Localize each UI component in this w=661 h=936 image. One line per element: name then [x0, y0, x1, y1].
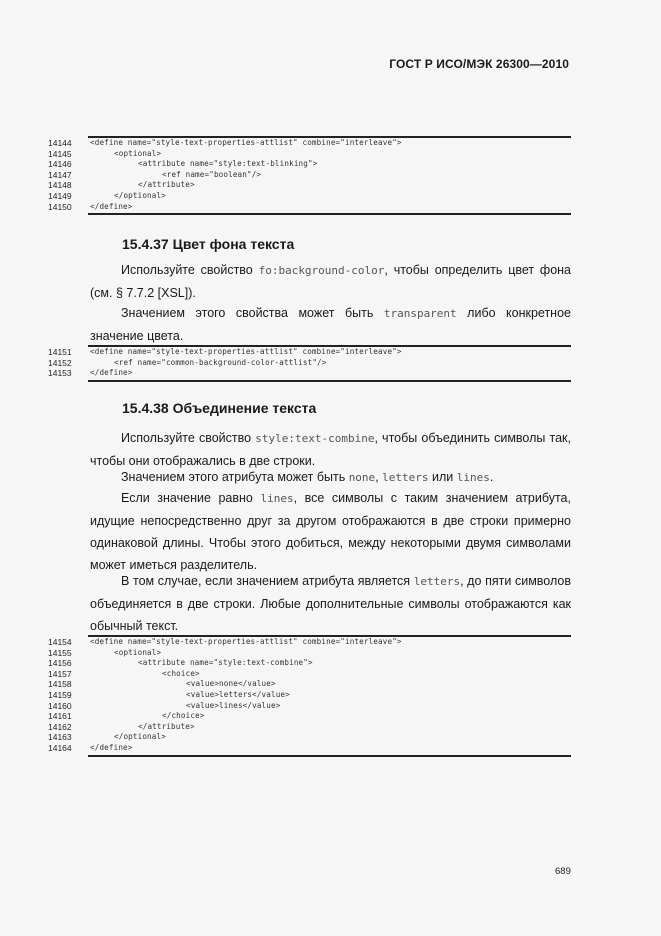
paragraph: Если значение равно lines, все символы с таким значением атрибута, идущие непосредственно друг за другом отображаются в две строки примерно одинаковой длины. Чтобы этого добиться, между некоторыми двумя символами может иметься разделитель.	[90, 491, 571, 572]
code-line	[48, 732, 571, 743]
code-line	[48, 202, 571, 213]
code-text: <optional>	[114, 647, 162, 657]
line-number: 14160	[48, 700, 72, 711]
inline-code: style:text-combine	[255, 432, 375, 445]
code-lines	[48, 347, 571, 379]
code-text: <choice>	[162, 668, 200, 678]
line-number: 14162	[48, 721, 72, 732]
line-number: 14163	[48, 732, 72, 743]
line-number: 14157	[48, 668, 72, 679]
code-line	[48, 669, 571, 680]
paragraph: Используйте свойство style:text-combine, чтобы объединить символы так, чтобы они отображались в две строки.	[90, 431, 572, 468]
code-line	[48, 159, 571, 170]
paragraph: Значением этого атрибута может быть none, letters или lines.	[121, 470, 494, 484]
line-number: 14146	[48, 159, 72, 170]
code-block-2	[48, 345, 571, 382]
inline-code: transparent	[383, 307, 457, 320]
line-number: 14148	[48, 180, 72, 191]
code-line	[48, 743, 571, 754]
line-number: 14154	[48, 637, 72, 647]
inline-code: fo:background-color	[258, 264, 385, 277]
code-text: <value>lines</value>	[186, 700, 281, 710]
code-text: <value>letters</value>	[186, 689, 290, 699]
code-line	[48, 679, 571, 690]
code-text: </attribute>	[138, 180, 195, 190]
inline-code: lines	[260, 492, 294, 505]
code-line	[48, 149, 571, 160]
code-lines	[48, 138, 571, 212]
code-line	[48, 170, 571, 181]
inline-code: letters	[382, 471, 429, 484]
code-text: <value>none</value>	[186, 679, 276, 689]
code-line	[48, 358, 571, 369]
page-number: 689	[555, 866, 571, 877]
code-block-1	[48, 136, 571, 215]
line-number: 14147	[48, 169, 72, 180]
code-text: <ref name="common-background-color-attlist"/>	[114, 357, 327, 367]
code-lines	[48, 637, 571, 754]
code-text: <ref name="boolean"/>	[162, 169, 262, 179]
code-line	[48, 180, 571, 191]
code-block-3	[48, 635, 571, 757]
code-line	[48, 701, 571, 712]
code-line	[48, 690, 571, 701]
line-number: 14161	[48, 711, 72, 722]
paragraph: Значением этого свойства может быть transparent либо конкретное значение цвета.	[90, 306, 571, 343]
line-number: 14155	[48, 647, 72, 658]
code-line	[48, 138, 571, 149]
code-line	[48, 648, 571, 659]
document-header: ГОСТ Р ИСО/МЭК 26300—2010	[389, 57, 569, 71]
code-bottom-rule	[88, 380, 571, 382]
line-number: 14151	[48, 347, 72, 357]
code-text: </optional>	[114, 732, 166, 742]
code-text: </define>	[90, 201, 133, 211]
line-number: 14144	[48, 138, 72, 148]
code-text: </attribute>	[138, 721, 195, 731]
line-number: 14145	[48, 148, 72, 159]
line-number: 14159	[48, 689, 72, 700]
code-bottom-rule	[88, 213, 571, 215]
inline-code: lines	[456, 471, 490, 484]
line-number: 14158	[48, 679, 72, 690]
code-text: </define>	[90, 368, 133, 378]
code-line	[48, 191, 571, 202]
code-line	[48, 722, 571, 733]
code-bottom-rule	[88, 755, 571, 757]
line-number: 14153	[48, 368, 72, 379]
code-text: <define name="style-text-properties-attlist" combine="interleave">	[90, 138, 402, 147]
line-number: 14156	[48, 658, 72, 669]
inline-code: none	[348, 471, 376, 484]
code-text: </define>	[90, 742, 133, 752]
code-text: </choice>	[162, 711, 205, 721]
code-line	[48, 658, 571, 669]
paragraph: Используйте свойство fo:background-color, чтобы определить цвет фона (см. § 7.7.2 [XSL]).	[90, 263, 572, 300]
inline-code: letters	[413, 575, 461, 588]
code-line	[48, 368, 571, 379]
code-line	[48, 347, 571, 358]
code-line	[48, 637, 571, 648]
line-number: 14152	[48, 357, 72, 368]
section-heading: 15.4.37 Цвет фона текста	[122, 236, 295, 252]
code-text: <define name="style-text-properties-attlist" combine="interleave">	[90, 637, 402, 646]
code-text: <define name="style-text-properties-attlist" combine="interleave">	[90, 347, 402, 356]
line-number: 14150	[48, 201, 72, 212]
code-text: <attribute name="style:text-blinking">	[138, 159, 318, 169]
code-text: <optional>	[114, 148, 162, 158]
paragraph: В том случае, если значением атрибута является letters, до пяти символов объединяется в две строки. Любые дополнительные символы отображаются как обычный текст.	[90, 574, 571, 633]
code-text: </optional>	[114, 190, 166, 200]
code-line	[48, 711, 571, 722]
section-heading: 15.4.38 Объединение текста	[122, 400, 317, 416]
line-number: 14149	[48, 190, 72, 201]
line-number: 14164	[48, 742, 72, 753]
code-text: <attribute name="style:text-combine">	[138, 658, 313, 668]
